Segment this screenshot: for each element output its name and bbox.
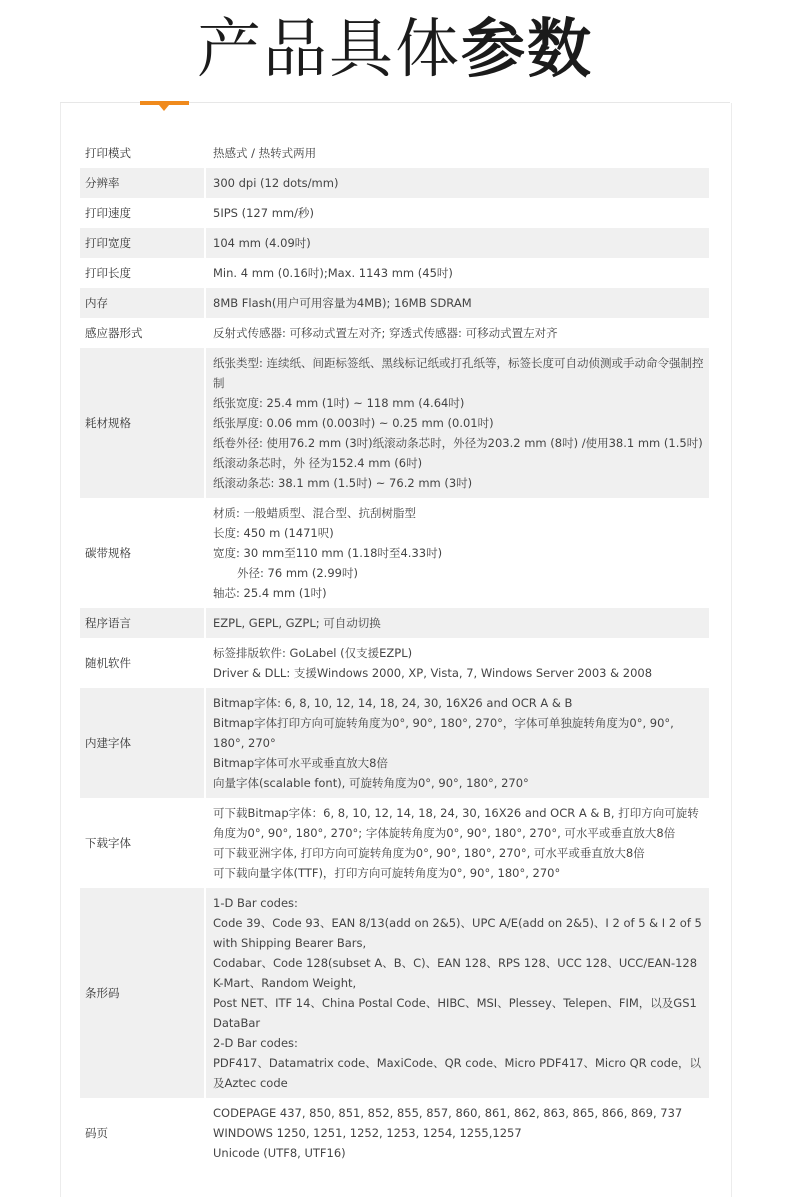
spec-value-line: Bitmap字体: 6, 8, 10, 12, 14, 18, 24, 30, 16X26 and OCR A & B <box>213 696 573 710</box>
spec-row <box>80 168 709 198</box>
spec-label: 内建字体 <box>80 688 205 798</box>
spec-value-line: 1-D Bar codes: <box>213 896 298 910</box>
spec-value-line: Min. 4 mm (0.16吋);Max. 1143 mm (45吋) <box>213 266 453 280</box>
spec-value-line: Unicode (UTF8, UTF16) <box>213 1146 346 1160</box>
spec-value-line: 2-D Bar codes: <box>213 1036 298 1050</box>
spec-label: 条形码 <box>80 888 205 1098</box>
spec-value-line: Bitmap字体打印方向可旋转角度为0°, 90°, 180°, 270°，字体可单独旋转角度为0°, 90°, 180°, 270° <box>213 716 674 750</box>
spec-value-line: PDF417、Datamatrix code、MaxiCode、QR code、Micro PDF417、Micro QR code，以及Aztec code <box>213 1056 702 1090</box>
spec-row <box>80 348 709 498</box>
spec-value <box>205 258 709 288</box>
spec-value-line: 纸滚动条芯: 38.1 mm (1.5吋) ~ 76.2 mm (3吋) <box>213 476 473 490</box>
spec-row <box>80 288 709 318</box>
spec-row <box>80 138 709 168</box>
spec-value-line: 标签排版软件: GoLabel (仅支援EZPL) <box>213 646 413 660</box>
spec-value-line: 可下载亚洲字体, 打印方向可旋转角度为0°, 90°, 180°, 270°, 可水平或垂直放大8倍 <box>213 846 645 860</box>
spec-label: 打印模式 <box>80 138 205 168</box>
spec-label: 耗材规格 <box>80 348 205 498</box>
spec-value-line: 外径: 76 mm (2.99吋) <box>237 566 358 580</box>
spec-row <box>80 688 709 798</box>
spec-value <box>205 348 709 498</box>
spec-value-line: 纸张厚度: 0.06 mm (0.003吋) ~ 0.25 mm (0.01吋) <box>213 416 494 430</box>
spec-value-line: 纸卷外径: 使用76.2 mm (3吋)纸滚动条芯时，外径为203.2 mm (8吋) /使用38.1 mm (1.5吋)纸滚动条芯时，外 径为152.4 mm (6吋) <box>213 436 703 470</box>
spec-label: 码页 <box>80 1098 205 1168</box>
spec-value-line: 反射式传感器: 可移动式置左对齐; 穿透式传感器: 可移动式置左对齐 <box>213 326 558 340</box>
spec-label: 随机软件 <box>80 638 205 688</box>
spec-value <box>205 608 709 638</box>
spec-label: 内存 <box>80 288 205 318</box>
spec-value <box>205 688 709 798</box>
spec-value-line: 纸张类型: 连续纸、间距标签纸、黑线标记纸或打孔纸等，标签长度可自动侦测或手动命令强制控制 <box>213 356 704 390</box>
spec-value <box>205 288 709 318</box>
spec-value-line: WINDOWS 1250, 1251, 1252, 1253, 1254, 1255,1257 <box>213 1126 522 1140</box>
spec-value-line: 8MB Flash(用户可用容量为4MB); 16MB SDRAM <box>213 296 472 310</box>
spec-value-line: EZPL, GEPL, GZPL; 可自动切换 <box>213 616 381 630</box>
spec-label: 碳带规格 <box>80 498 205 608</box>
spec-value <box>205 168 709 198</box>
spec-value-line: 5IPS (127 mm/秒) <box>213 206 314 220</box>
spec-row <box>80 638 709 688</box>
page-title <box>0 10 790 90</box>
spec-value-line: 长度: 450 m (1471呎) <box>213 526 334 540</box>
spec-value-line: 可下载向量字体(TTF)，打印方向可旋转角度为0°, 90°, 180°, 270° <box>213 866 561 880</box>
spec-label: 程序语言 <box>80 608 205 638</box>
spec-row <box>80 888 709 1098</box>
spec-row <box>80 258 709 288</box>
spec-row <box>80 228 709 258</box>
spec-row <box>80 1098 709 1168</box>
spec-row <box>80 798 709 888</box>
spec-value-line: 300 dpi (12 dots/mm) <box>213 176 339 190</box>
title-light: 产品具体 <box>197 13 461 87</box>
spec-value-line: Bitmap字体可水平或垂直放大8倍 <box>213 756 388 770</box>
spec-value <box>205 888 709 1098</box>
spec-label: 下载字体 <box>80 798 205 888</box>
spec-value <box>205 198 709 228</box>
spec-label: 打印宽度 <box>80 228 205 258</box>
spec-value-line: CODEPAGE 437, 850, 851, 852, 855, 857, 860, 861, 862, 863, 865, 866, 869, 737 <box>213 1106 683 1120</box>
spec-label: 感应器形式 <box>80 318 205 348</box>
spec-value-line: 纸张宽度: 25.4 mm (1吋) ~ 118 mm (4.64吋) <box>213 396 465 410</box>
spec-value-line: 宽度: 30 mm至110 mm (1.18吋至4.33吋) <box>213 546 443 560</box>
spec-value-line: 轴芯: 25.4 mm (1吋) <box>213 586 327 600</box>
spec-table-body <box>80 138 709 1168</box>
spec-value <box>205 498 709 608</box>
spec-table <box>80 138 709 1168</box>
title-bold: 参数 <box>461 13 593 87</box>
page-header <box>0 0 790 100</box>
spec-row <box>80 198 709 228</box>
spec-value <box>205 798 709 888</box>
spec-value-line: 104 mm (4.09吋) <box>213 236 311 250</box>
spec-value <box>205 228 709 258</box>
spec-value-line: 材质: 一般蜡质型、混合型、抗刮树脂型 <box>213 506 417 520</box>
spec-row <box>80 608 709 638</box>
spec-value-line: Post NET、ITF 14、China Postal Code、HIBC、MSI、Plessey、Telepen、FIM，以及GS1 DataBar <box>213 996 697 1030</box>
spec-label: 分辨率 <box>80 168 205 198</box>
spec-value-line: Code 39、Code 93、EAN 8/13(add on 2&5)、UPC A/E(add on 2&5)、I 2 of 5 & I 2 of 5 with Shipping Bearer Bars, <box>213 916 702 950</box>
spec-value <box>205 138 709 168</box>
spec-value-line: Driver & DLL: 支援Windows 2000, XP, Vista, 7, Windows Server 2003 & 2008 <box>213 666 653 680</box>
spec-row <box>80 318 709 348</box>
spec-value-line: 向量字体(scalable font), 可旋转角度为0°, 90°, 180°, 270° <box>213 776 529 790</box>
spec-value-line: Codabar、Code 128(subset A、B、C)、EAN 128、RPS 128、UCC 128、UCC/EAN-128 K-Mart、Random Weight, <box>213 956 698 990</box>
spec-value <box>205 1098 709 1168</box>
spec-value <box>205 318 709 348</box>
spec-value-line: 热感式 / 热转式两用 <box>213 146 317 160</box>
spec-label: 打印长度 <box>80 258 205 288</box>
spec-row <box>80 498 709 608</box>
spec-label: 打印速度 <box>80 198 205 228</box>
spec-value-line: 可下载Bitmap字体：6, 8, 10, 12, 14, 18, 24, 30, 16X26 and OCR A & B, 打印方向可旋转角度为0°, 90°, 180°, 270°; 字体旋转角度为0°, 90°, 180°, 270°, 可水平或垂直放大8倍 <box>213 806 699 840</box>
spec-value <box>205 638 709 688</box>
